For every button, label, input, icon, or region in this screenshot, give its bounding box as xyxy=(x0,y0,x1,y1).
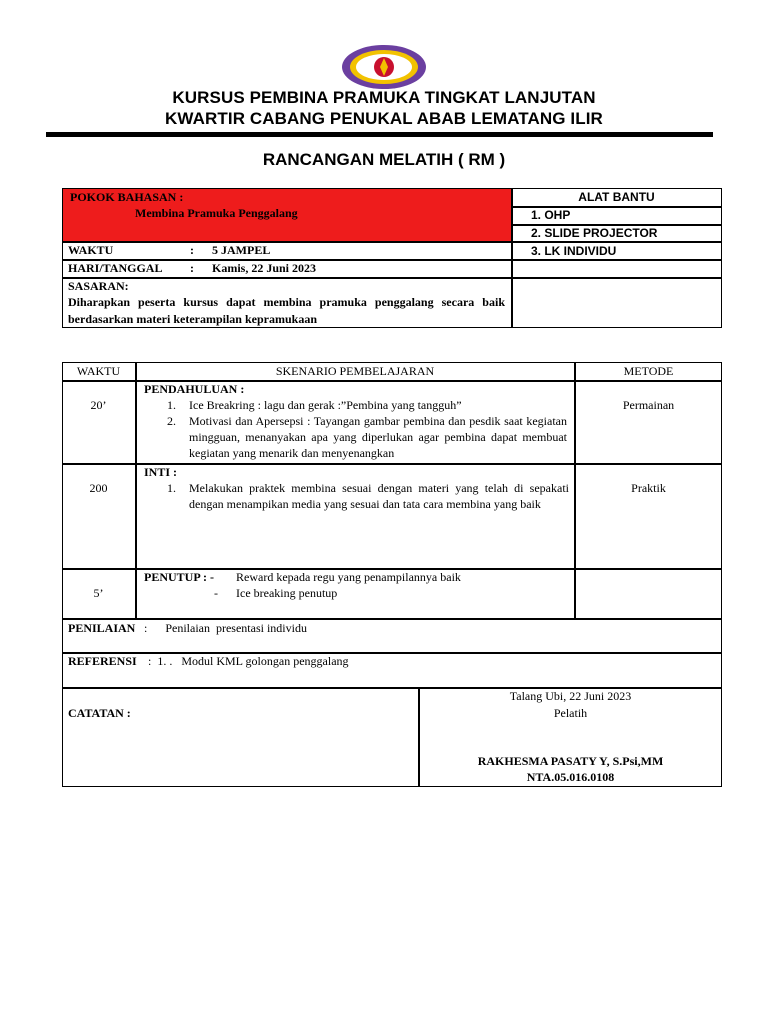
alat-bantu-item: 2. SLIDE PROJECTOR xyxy=(531,226,658,240)
table-divider xyxy=(62,277,722,279)
item-number: 1. xyxy=(167,481,176,495)
col-header-waktu: WAKTU xyxy=(76,364,121,378)
row-method: Praktik xyxy=(631,481,666,495)
waktu-label: WAKTU xyxy=(68,243,114,257)
pramuka-emblem-logo xyxy=(340,42,428,92)
row-time: 200 xyxy=(89,481,108,495)
alat-bantu-title: ALAT BANTU xyxy=(578,190,655,204)
alat-bantu-item: 3. LK INDIVIDU xyxy=(531,244,617,258)
sasaran-text: Diharapkan peserta kursus dapat membina pramuka penggalang secara baik berdasarkan materi keterampilan kepramukaan xyxy=(68,295,505,326)
row-time: 20’ xyxy=(90,398,107,412)
course-title: KURSUS PEMBINA PRAMUKA TINGKAT LANJUTAN xyxy=(172,88,596,107)
catatan-label: CATATAN : xyxy=(68,706,131,720)
signature-nta: NTA.05.016.0108 xyxy=(526,770,615,784)
sasaran-label: SASARAN: xyxy=(68,279,129,293)
col-header-skenario: SKENARIO PEMBELAJARAN xyxy=(275,364,435,378)
kwartir-title: KWARTIR CABANG PENUKAL ABAB LEMATANG ILIR xyxy=(165,109,603,128)
penilaian-label: PENILAIAN xyxy=(68,621,136,635)
pokok-bahasan-label: POKOK BAHASAN : xyxy=(70,190,184,204)
alat-bantu-item: 1. OHP xyxy=(531,208,571,222)
hari-label: HARI/TANGGAL xyxy=(68,261,163,275)
item-number: 2. xyxy=(167,414,176,428)
signature-place-date: Talang Ubi, 22 Juni 2023 xyxy=(509,689,632,703)
signature-role: Pelatih xyxy=(553,706,588,720)
item-text: Ice breaking penutup xyxy=(236,586,338,600)
header-divider xyxy=(46,132,713,137)
row-time: 5’ xyxy=(93,586,104,600)
table-divider xyxy=(135,362,137,618)
item-number: 1. xyxy=(167,398,176,412)
table-divider xyxy=(511,188,513,328)
item-text: Ice Breakring : lagu dan gerak :”Pembina yang tangguh” xyxy=(189,398,462,412)
row-heading: PENDAHULUAN : xyxy=(144,382,245,396)
item-text: Reward kepada regu yang penampilannya baik xyxy=(236,570,461,584)
hari-value: : Kamis, 22 Juni 2023 xyxy=(190,261,317,275)
item-number: - xyxy=(214,586,218,600)
row-heading: INTI : xyxy=(144,465,178,479)
signature-name: RAKHESMA PASATY Y, S.Psi,MM xyxy=(477,754,664,768)
waktu-value: : 5 JAMPEL xyxy=(190,243,271,257)
document-title: RANCANGAN MELATIH ( RM ) xyxy=(262,150,506,169)
item-text: Melakukan praktek membina sesuai dengan materi yang telah di sepakati dengan menampikan media yang sesuai dan tata cara membina yang baik xyxy=(189,481,569,511)
referensi-text: : 1. . Modul KML golongan penggalang xyxy=(145,654,349,668)
table-divider xyxy=(62,241,511,243)
penilaian-text: : Penilaian presentasi individu xyxy=(144,621,307,635)
row-heading: PENUTUP : - xyxy=(144,570,214,584)
row-method: Permainan xyxy=(622,398,675,412)
pokok-bahasan-value: Membina Pramuka Penggalang xyxy=(135,206,298,220)
col-header-metode: METODE xyxy=(623,364,674,378)
item-text: Motivasi dan Apersepsi : Tayangan gambar pembina dan pesdik saat kegiatan mingguan, menanyakan apa yang diperlukan agar pembina dapat membuat kegiatan yang menarik dan menyenangkan xyxy=(189,414,567,460)
referensi-label: REFERENSI xyxy=(68,654,137,668)
